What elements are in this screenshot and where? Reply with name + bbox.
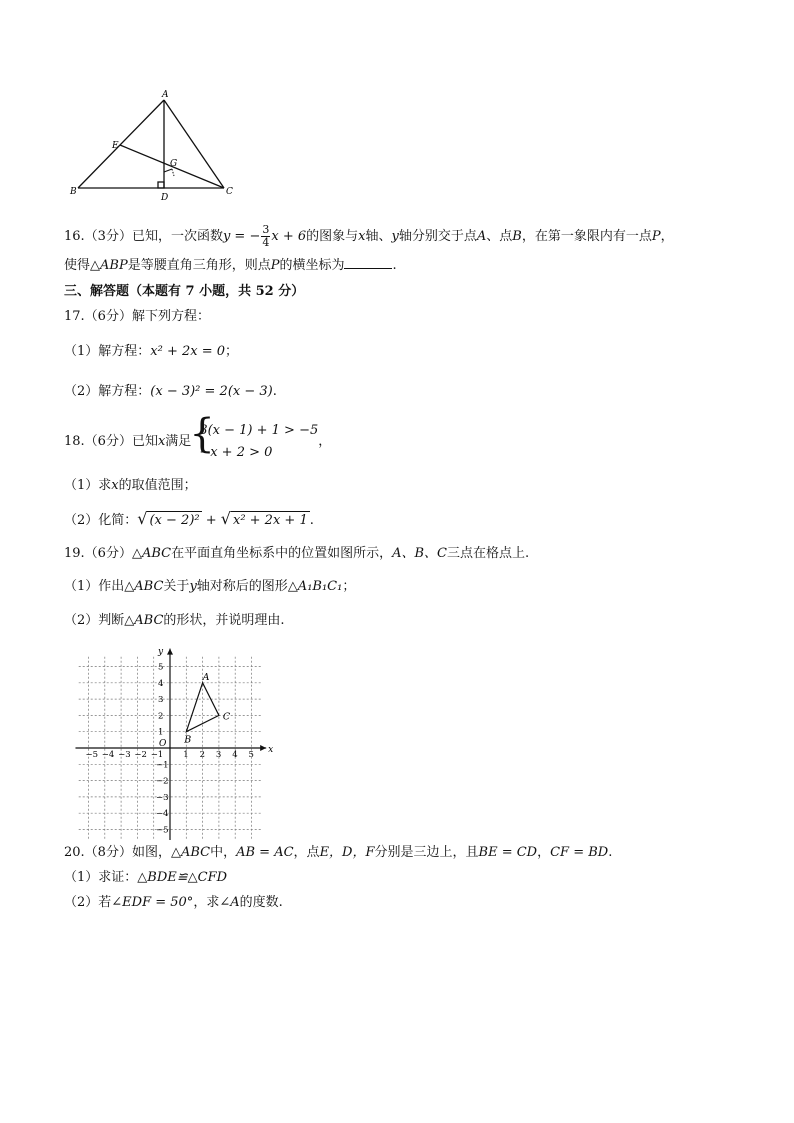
q20-text: （2）若 [64,895,112,910]
q18-plus: + [201,513,221,528]
x-tick-label: 4 [232,750,238,760]
q18-text: （1）求 [64,478,112,493]
q19-text: 轴对称后的图形 [196,579,288,594]
section-heading: 三、解答题（本题有 7 小题，共 52 分） [64,284,305,299]
q19-y: y [189,579,197,594]
q20-points: E，D，F [319,845,375,860]
q16-triangle: △ABP [90,258,128,273]
q19-part1 [64,578,355,596]
q20-p1-label: （1）求证： [64,870,138,885]
y-tick-label: 1 [158,727,164,738]
label-d: D [161,193,169,203]
q18-text: 的取值范围； [118,478,197,493]
q16-frac-den: 4 [262,236,270,249]
q20-text: 分别是三边上，且 [374,845,479,860]
side-ac [164,100,224,188]
label-c: C [226,187,233,197]
q16-point-a: A [476,229,487,244]
x-tick-label: −5 [85,750,99,760]
q18-p2-label: （2）化简： [64,513,138,528]
right-angle-g2 [172,169,174,176]
q16-text: ，在第一象限内有一点 [521,229,652,244]
q18-sqrt1: (x − 2)² [149,513,200,528]
q19-text: 关于 [163,579,190,594]
q18-row1: 3(x − 1) + 1 > −5 [199,423,319,438]
q19-title [64,545,529,563]
q20-text: ，求 [193,895,220,910]
y-tick-label: −2 [156,776,169,787]
q16-fraction [261,224,270,249]
y-tick-label: −1 [156,760,169,771]
q16-text: ， [660,229,674,244]
q18-x: x [111,478,119,493]
sqrt-icon: √ [137,509,148,528]
q20-text: 20.（8分）如图， [64,845,171,860]
q18-text: 18.（6分）已知 [64,434,158,449]
q18-title [64,411,332,464]
q17-part2 [64,383,277,401]
q18-sqrt2: x² + 2x + 1 [232,513,308,528]
coordinate-grid-figure [68,634,278,840]
q16-y: y [391,229,399,244]
q18-x: x [157,434,166,449]
q19-text: ； [342,579,356,594]
q19-triangle: △ABC [124,579,164,594]
y-tick-label: 2 [158,711,164,722]
q20-angle-a: ∠A [219,895,240,910]
q19-triangle: △ABC [131,546,172,561]
q17-p1-math: x² + 2x = 0 [150,344,226,359]
label-g: G [170,159,178,169]
q16-point-p: P [270,258,280,273]
q20-text: . [608,845,613,860]
q16-text: 轴分别交于点 [398,229,477,244]
y-axis-arrow-icon [167,649,173,655]
q19-triangle-image: △A₁B₁C₁ [287,579,343,594]
q17-p2-label: （2）解方程： [64,384,151,399]
x-axis-label: x [268,745,274,755]
q20-text: 中， [210,845,237,860]
right-angle-d [158,182,164,188]
x-axis-arrow-icon [260,745,266,751]
x-tick-label: −3 [118,750,131,760]
y-tick-label: −3 [156,792,169,803]
q19-text: （1）作出 [64,579,125,594]
y-tick-label: 4 [158,678,164,689]
q16-func-lhs: y = − [222,229,261,244]
q16-func-rhs: x + 6 [271,229,307,244]
q16-line1 [64,224,674,249]
q17-p1-end: ； [225,344,239,359]
x-tick-label: −1 [150,750,164,760]
q16-text: 使得 [64,258,91,273]
point-label-c: C [222,711,231,723]
q16-text: 的横坐标为 [279,258,345,273]
q16-line2 [64,256,397,275]
q18-end: . [309,513,314,528]
q19-text: 在平面直角坐标系中的位置如图所示， [171,546,393,561]
q20-part1 [64,869,227,887]
x-tick-label: −4 [101,750,115,760]
sqrt-icon: √ [220,509,231,528]
y-axis-label: y [158,647,164,658]
q16-frac-num: 3 [262,223,270,236]
point-label-b: B [184,734,192,746]
label-e: E [112,141,119,151]
q19-part2 [64,612,285,630]
point-label-a: A [202,671,210,683]
x-tick-label: 1 [183,750,189,760]
q16-number: 16.（3分）已知，一次函数 [64,229,223,244]
y-tick-label: 5 [158,662,164,673]
right-angle-g1 [164,169,172,172]
q20-triangle: △ABC [170,845,211,860]
q17-title: 17.（6分）解下列方程： [64,309,210,324]
q17-part1 [64,343,238,361]
side-ab [78,100,164,188]
q16-text: 、点 [486,229,513,244]
q16-text: . [392,258,397,273]
q18-inequality-system [189,411,319,464]
q17-p2-end: . [272,384,277,399]
x-tick-label: −2 [134,750,147,760]
q20-angle: ∠EDF = 50° [111,895,194,910]
q16-answer-blank[interactable] [344,256,392,269]
y-tick-label: 3 [158,695,164,706]
q18-text: 满足 [165,434,192,449]
q19-points: A、B、C [392,546,447,561]
q19-text: 19.（6分） [64,546,132,561]
q19-triangle: △ABC [124,613,164,628]
x-tick-label: 2 [199,750,206,760]
q18-part1 [64,477,197,495]
origin-label: O [159,739,167,749]
q16-text: 是等腰直角三角形，则点 [127,258,271,273]
q20-text: 的度数. [239,895,283,910]
q16-point-p: P [651,229,661,244]
q16-text: 轴、 [365,229,392,244]
q20-title [64,844,612,862]
q19-text: 的形状，并说明理由. [163,613,285,628]
q16-x: x [358,229,366,244]
label-b: B [70,187,77,197]
q19-text: 三点在格点上. [447,546,530,561]
q20-eq3: CF = BD [550,845,609,860]
q16-text: 的图象与 [306,229,359,244]
q20-eq1: AB = AC [236,845,294,860]
x-tick-label: 3 [215,750,222,760]
q18-text: ， [318,434,332,449]
y-tick-label: −5 [156,825,169,836]
brace-icon: { [189,411,215,457]
q20-part2 [64,894,283,912]
q20-eq2: BE = CD [478,845,538,860]
q18-row2: −x + 2 > 0 [199,445,273,460]
y-tick-label: −4 [156,809,169,820]
q20-text: ，点 [293,845,320,860]
q20-p1-math: △BDE≌△CFD [137,870,228,885]
q20-text: ， [537,845,551,860]
q17-p2-math: (x − 3)² = 2(x − 3) [150,384,273,399]
q17-p1-label: （1）解方程： [64,344,151,359]
q18-part2 [64,510,314,530]
triangle-figure [66,88,246,204]
label-a: A [162,90,169,100]
q16-point-b: B [512,229,522,244]
x-tick-label: 5 [248,750,254,760]
q19-text: （2）判断 [64,613,125,628]
